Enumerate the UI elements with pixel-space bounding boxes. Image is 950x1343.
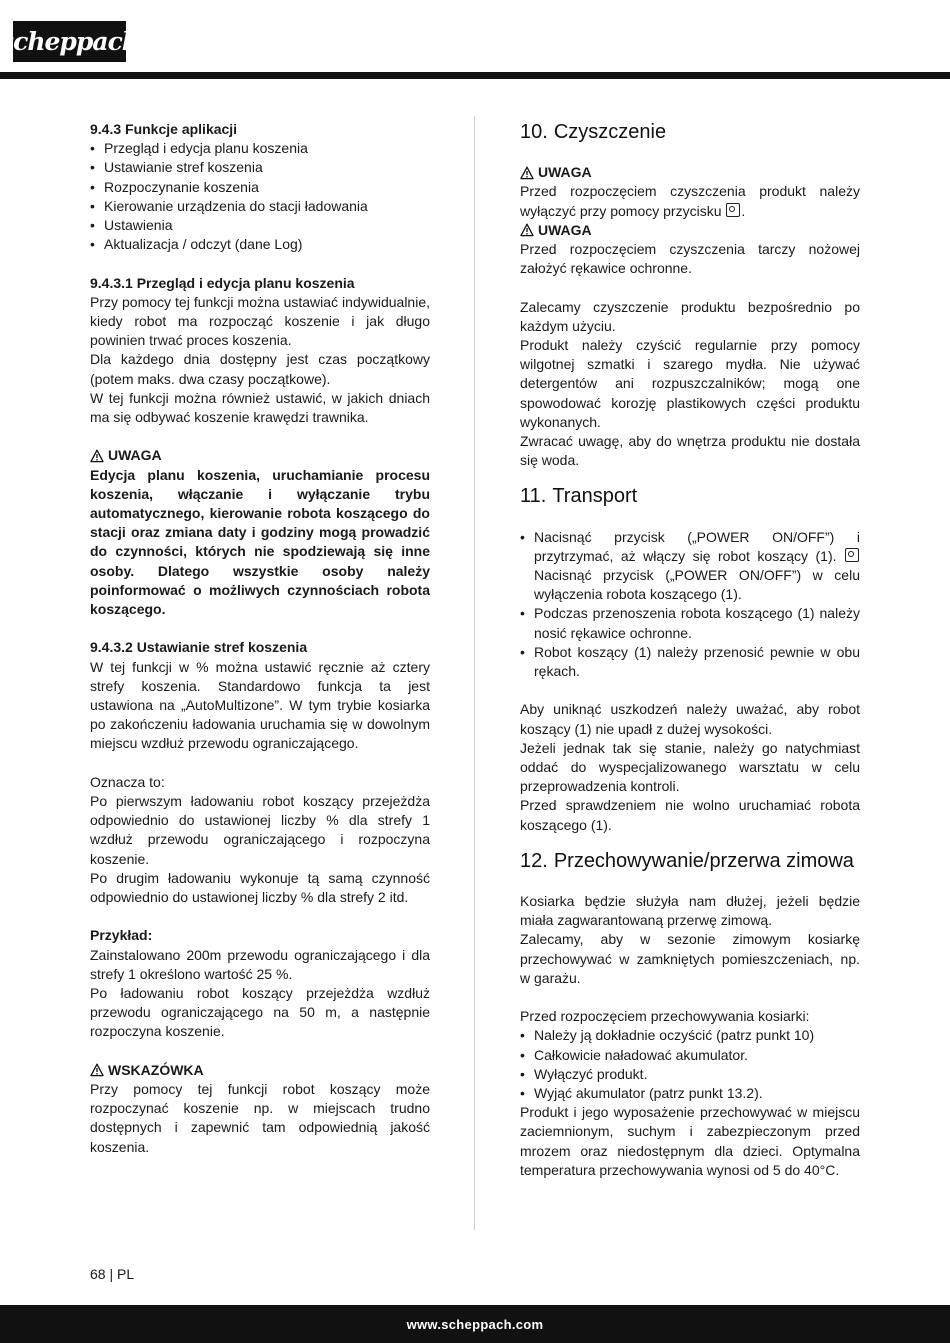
warning-heading: [520, 163, 860, 182]
transport-list: [520, 528, 860, 682]
paragraph: Po drugim ładowaniu wykonuje tą samą czynność odpowiednio do ustawionej liczby % dla strefy 2 itd.: [90, 869, 430, 906]
paragraph: Zalecamy, aby w sezonie zimowym kosiarkę przechowywać w zamkniętych pomieszczeniach, np. w garażu.: [520, 931, 860, 986]
paragraph: Zalecamy czyszczenie produktu bezpośrednio po każdym użyciu.: [520, 298, 860, 334]
paragraph: Kosiarka będzie służyła nam dłużej, jeżeli będzie miała zagwarantowaną przerwę zimową.: [520, 893, 860, 929]
example-label: Przykład:: [90, 927, 153, 944]
list-item: • Wyłączyć produkt.: [520, 1065, 860, 1084]
paragraph: Oznacza to:: [90, 773, 165, 790]
list-item: • Robot koszący (1) należy przenosić pewnie w obu rękach.: [520, 643, 860, 681]
warning-text: Przed rozpoczęciem czyszczenia produkt należy wyłączyć przy pomocy przycisku .: [520, 183, 860, 219]
section-number: 10.: [520, 121, 548, 143]
header-rule: [0, 72, 950, 79]
list-item: • Całkowicie naładować akumulator.: [520, 1046, 860, 1065]
website-url: www.scheppach.com: [406, 1316, 544, 1332]
warning-text: Edycja planu koszenia, uruchamianie procesu koszenia, włączanie i wyłączanie trybu automatycznego, kierowanie robota koszącego do stacji oraz zmiana daty i godziny mogą prowadzić do czynności, których nie spodziewają się inne osoby. Dlatego wszystkie osoby należy poinformować o możliwych czynnościach robota koszącego.: [90, 466, 430, 618]
warning-label: UWAGA: [108, 447, 162, 464]
left-column: [90, 120, 430, 1157]
section-11-heading: [520, 484, 860, 508]
list-item: • Kierowanie urządzenia do stacji ładowania: [90, 197, 430, 216]
hint-text: Przy pomocy tej funkcji robot koszący może rozpoczynać koszenie np. w miejscach trudno dostępnych i zapewnić tam odpowiednią jakość koszenia.: [90, 1081, 430, 1155]
hint-heading: [90, 1061, 430, 1080]
list-item: • Ustawienia: [90, 216, 430, 235]
list-item: • Należy ją dokładnie oczyścić (patrz punkt 10): [520, 1026, 860, 1045]
hint-label: WSKAZÓWKA: [108, 1061, 204, 1078]
paragraph: Po ładowaniu robot koszący przejeżdża wzdłuż przewodu ograniczającego na 50 m, a następnie rozpoczyna koszenie.: [90, 985, 430, 1040]
paragraph: Przy pomocy tej funkcji można ustawiać indywidualnie, kiedy robot ma rozpocząć koszenie i jak długo powinien trwać proces koszenia.: [90, 293, 430, 349]
paragraph: Produkt należy czyścić regularnie przy pomocy wilgotnej szmatki i szarego mydła. Nie używać detergentów ani rozpuszczalników; mogą one spowodować korozję plastikowych części produktu wykonanych.: [520, 337, 860, 430]
paragraph: Aby uniknąć uszkodzeń należy uważać, aby robot koszący (1) nie upadł z dużej wysokości.: [520, 701, 860, 737]
warning-triangle-icon: [90, 1063, 104, 1077]
list-item: • Wyjąć akumulator (patrz punkt 13.2).: [520, 1084, 860, 1103]
warning-triangle-icon: [520, 166, 534, 180]
list-item: • Aktualizacja / odczyt (dane Log): [90, 235, 430, 254]
storage-list: [520, 1026, 860, 1103]
section-9-4-3-1-title: 9.4.3.1 Przegląd i edycja planu koszenia: [90, 274, 355, 291]
warning-triangle-icon: [520, 223, 534, 237]
warning-heading: [520, 221, 860, 240]
section-10-heading: [520, 120, 860, 144]
warning-label: UWAGA: [538, 221, 592, 238]
paragraph: W tej funkcji można również ustawić, w jakich dniach ma się odbywać koszenie krawędzi trawnika.: [90, 389, 430, 426]
warning-text: Przed rozpoczęciem czyszczenia tarczy nożowej założyć rękawice ochronne.: [520, 241, 860, 277]
section-9-4-3-2-title: 9.4.3.2 Ustawianie stref koszenia: [90, 639, 308, 656]
warning-label: UWAGA: [538, 164, 592, 181]
section-number: 12.: [520, 849, 548, 872]
paragraph: Przed rozpoczęciem przechowywania kosiarki:: [520, 1008, 810, 1025]
power-button-icon: [845, 548, 859, 562]
power-button-icon: [726, 203, 740, 217]
scheppach-logo: scheppach: [13, 21, 126, 62]
section-title: Czyszczenie: [553, 121, 667, 143]
paragraph: W tej funkcji w % można ustawić ręcznie aż cztery strefy koszenia. Standardowo funkcja ta jest ustawiona na „AutoMultizone”. W tym trybie kosiarka po zakończeniu ładowania uruchamia się w dowolnym miejscu wzdłuż przewodu ograniczającego.: [90, 658, 430, 752]
warning-triangle-icon: [90, 449, 104, 463]
section-number: 11.: [520, 485, 547, 508]
right-column: [520, 120, 860, 1180]
section-title: Przechowywanie/przerwa zimowa: [553, 849, 854, 872]
warning-heading: [90, 446, 430, 465]
list-item: • Przegląd i edycja planu koszenia: [90, 139, 430, 158]
list-item: • Podczas przenoszenia robota koszącego (1) należy nosić rękawice ochronne.: [520, 604, 860, 642]
list-item: • Nacisnąć przycisk („POWER ON/OFF”) i przytrzymać, aż włączy się robot koszący (1). Nacisnąć przycisk („POWER ON/OFF”) w celu wyłączenia robota koszącego (1).: [520, 528, 860, 605]
list-item: • Ustawianie stref koszenia: [90, 158, 430, 177]
paragraph: Zwracać uwagę, aby do wnętrza produktu nie dostała się woda.: [520, 433, 860, 469]
paragraph: Po pierwszym ładowaniu robot koszący przejeżdża odpowiednio do ustawionej liczby % dla strefy 1 wzdłuż przewodu ograniczającego i rozpoczyna koszenie.: [90, 793, 430, 867]
paragraph: Zainstalowano 200m przewodu ograniczającego i dla strefy 1 określono wartość 25 %.: [90, 946, 430, 982]
page-number: 68 | PL: [90, 1266, 135, 1282]
list-item: • Rozpoczynanie koszenia: [90, 178, 430, 197]
column-divider: [474, 116, 475, 1230]
section-9-4-3-title: 9.4.3 Funkcje aplikacji: [90, 121, 238, 137]
footer-bar: [0, 1305, 950, 1343]
section-title: Transport: [552, 485, 638, 508]
paragraph: Produkt i jego wyposażenie przechowywać w miejscu zaciemnionym, suchym i zabezpieczonym przed mrozem oraz niedostępnym dla dzieci. Optymalna temperatura przechowywania wynosi od 5 do 40°C.: [520, 1104, 860, 1178]
app-functions-list: [90, 139, 430, 254]
paragraph: Jeżeli jednak tak się stanie, należy go natychmiast oddać do wyspecjalizowanego warsztatu w celu przeprowadzenia kontroli.: [520, 739, 860, 795]
paragraph: Przed sprawdzeniem nie wolno uruchamiać robota koszącego (1).: [520, 797, 860, 833]
paragraph: Dla każdego dnia dostępny jest czas początkowy (potem maks. dwa czasy początkowe).: [90, 351, 430, 387]
section-12-heading: [520, 849, 860, 873]
